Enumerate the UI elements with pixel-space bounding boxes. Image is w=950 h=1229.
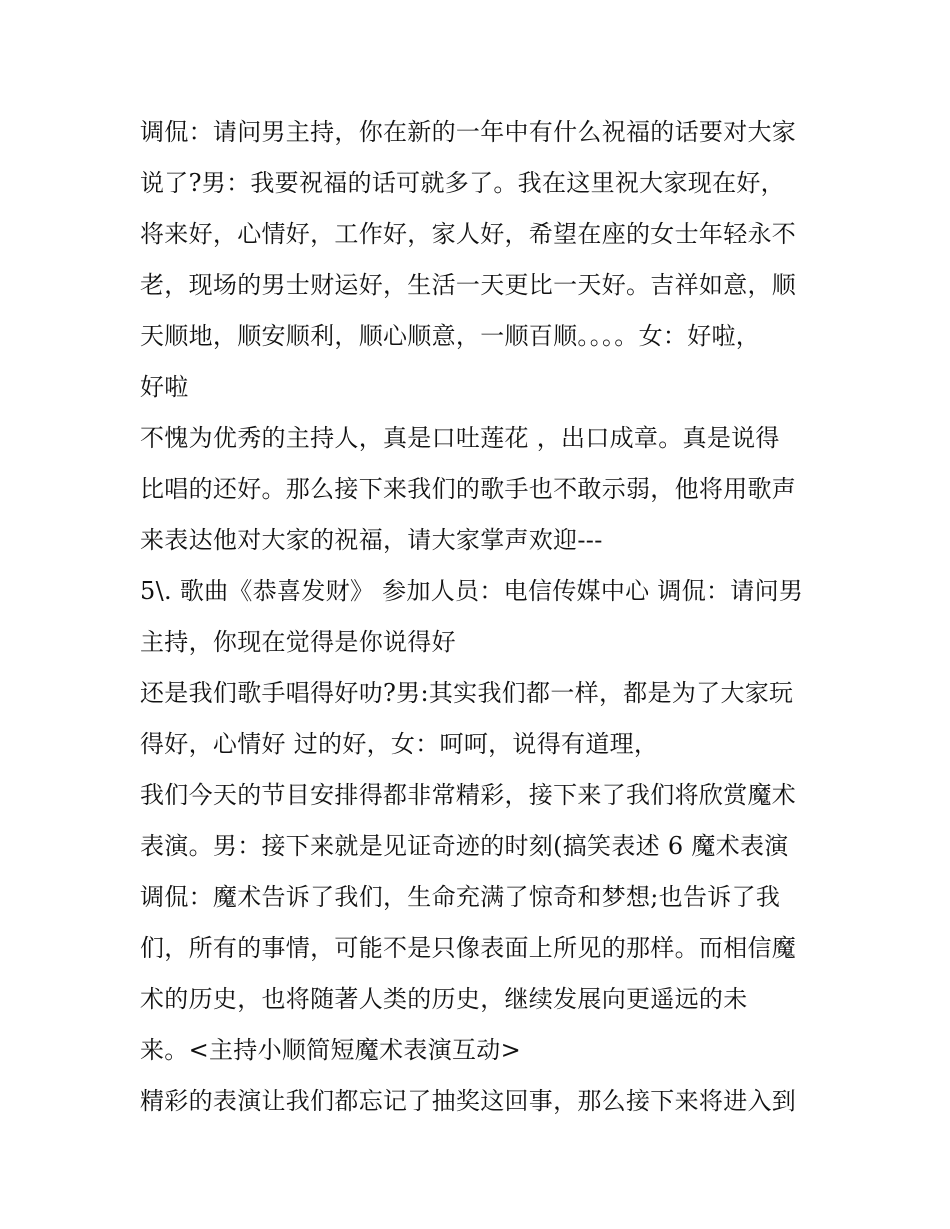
- text-line: 将来好，心情好，工作好，家人好，希望在座的女士年轻永不: [140, 220, 797, 248]
- text-line: 来。<主持小顺简短魔术表演互动>: [140, 1036, 522, 1064]
- text-line: 来表达他对大家的祝福，请大家掌声欢迎---: [140, 526, 603, 554]
- text-line: 得好，心情好 过的好，女：呵呵，说得有道理，: [140, 730, 659, 758]
- text-line: 调侃：请问男主持，你在新的一年中有什么祝福的话要对大家: [140, 118, 797, 146]
- text-line: 表演。男：接下来就是见证奇迹的时刻(搞笑表述 6 魔术表演: [140, 832, 789, 860]
- text-line: 们，所有的事情，可能不是只像表面上所见的那样。而相信魔: [140, 934, 797, 962]
- text-line: 主持，你现在觉得是你说得好: [140, 628, 456, 656]
- text-line: 还是我们歌手唱得好叻?男:其实我们都一样，都是为了大家玩: [140, 679, 794, 707]
- text-line: 说了?男：我要祝福的话可就多了。我在这里祝大家现在好，: [140, 169, 785, 197]
- text-line: 天顺地，顺安顺利，顺心顺意，一顺百顺。。。。女：好啦，: [140, 322, 761, 350]
- text-line: 不愧为优秀的主持人，真是口吐莲花 ，出口成章。真是说得: [140, 424, 780, 452]
- text-line: 5\. 歌曲《恭喜发财》 参加人员：电信传媒中心 调侃：请问男: [140, 577, 804, 605]
- text-line: 我们今天的节目安排得都非常精彩，接下来了我们将欣赏魔术: [140, 781, 797, 809]
- body-text: [140, 107, 830, 1127]
- text-line: 比唱的还好。那么接下来我们的歌手也不敢示弱，他将用歌声: [140, 475, 797, 503]
- text-line: 精彩的表演让我们都忘记了抽奖这回事，那么接下来将进入到: [140, 1087, 797, 1115]
- text-line: 好啦: [140, 373, 189, 401]
- text-line: 术的历史，也将随著人类的历史，继续发展向更遥远的未: [140, 985, 748, 1013]
- text-line: 老，现场的男士财运好，生活一天更比一天好。吉祥如意，顺: [140, 271, 797, 299]
- text-line: 调侃：魔术告诉了我们，生命充满了惊奇和梦想;也告诉了我: [140, 883, 781, 911]
